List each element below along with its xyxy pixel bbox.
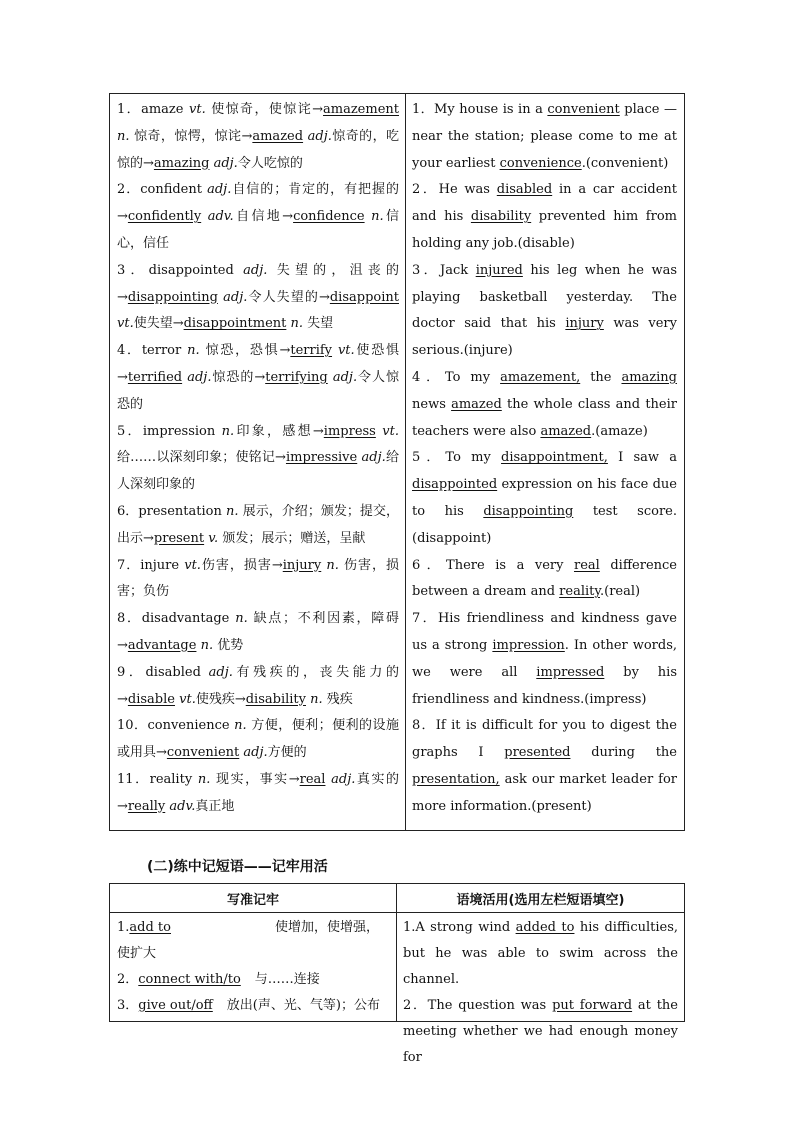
word-family-entry: 4．terror n. 惊恐，恐惧→terrify vt.使恐惧→terrified adj.惊恐的→terrifying adj.令人惊恐的	[117, 343, 399, 412]
word-family-entry: 8．disadvantage n. 缺点；不利因素，障碍→advantage n. 优势	[117, 611, 399, 653]
phrase-item: 2．connect with/to 与……连接	[117, 972, 320, 987]
header-write-remember: 写准记牢	[110, 884, 397, 912]
exercise-sentence: 3．Jack injured his leg when he was playing basketball yesterday. The doctor said that his injury was very serious.(injure)	[412, 262, 678, 359]
word-family-column	[110, 94, 406, 830]
exercise-sentence: 4．To my amazement, the amazing news amazed the whole class and their teachers were also amazed.(amaze)	[412, 369, 677, 439]
word-family-entry: 3．disappointed adj. 失望的，沮丧的→disappointing adj.令人失望的→disappoint vt.使失望→disappointment n. 失望	[117, 262, 399, 332]
exercise-sentence: 2．He was disabled in a car accident and his disability prevented him from holding any job.(disable)	[412, 182, 677, 251]
word-family-entry: 6．presentation n. 展示，介绍；颁发；提交，出示→present v. 颁发；展示；赠送，呈献	[117, 503, 399, 546]
phrase-table-header	[110, 884, 684, 913]
exercise-sentence: 1．My house is in a convenient place — near the station; please come to me at your earliest convenience.(convenient)	[412, 102, 678, 171]
phrase-table-body	[110, 913, 684, 1065]
exercise-sentence: 6．There is a very real difference between a dream and reality.(real)	[412, 557, 678, 600]
exercise-sentence: 5．To my disappointment, I saw a disappointed expression on his face due to his disappointing test score.(disappoint)	[412, 450, 677, 546]
phrase-exercise-list	[397, 913, 684, 1065]
phrase-exercise-sentence: 2．The question was put forward at the meeting whether we had enough money for	[403, 998, 678, 1065]
word-family-entry: 7．injure vt.伤害，损害→injury n. 伤害，损害；负伤	[117, 557, 399, 600]
phrase-table	[109, 883, 685, 1065]
word-family-entry: 9．disabled adj.有残疾的，丧失能力的→disable vt.使残疾→disability n. 残疾	[117, 664, 399, 707]
phrase-item: 3．give out/off 放出(声、光、气等)；公布	[117, 998, 380, 1013]
section-title: (二)练中记短语——记牢用活	[147, 859, 328, 875]
word-family-entry: 11．reality n. 现实，事实→real adj.真实的→really adv.真正地	[117, 771, 399, 814]
word-family-entry: 2．confident adj.自信的；肯定的，有把握的→confidently adv.自信地→confidence n.信心，信任	[117, 182, 399, 251]
word-family-entry: 10．convenience n. 方便，便利；便利的设施或用具→convenient adj.方便的	[117, 718, 399, 761]
header-context-use: 语境活用(选用左栏短语填空)	[456, 892, 625, 908]
context-exercise-column	[406, 94, 684, 830]
exercise-sentence: 7．His friendliness and kindness gave us a strong impression. In other words, we were all impressed by his friendliness and kindness.(impress)	[412, 611, 677, 707]
phrase-list	[110, 913, 397, 1021]
exercise-sentence: 8．If it is difficult for you to digest the graphs I presented during the presentation, ask our market leader for more information.(present)	[412, 718, 677, 814]
word-family-entry: 5．impression n.印象，感想→impress vt.给……以深刻印象；使铭记→impressive adj.给人深刻印象的	[117, 423, 399, 493]
phrase-item: 1.add to 使增加，使增强，使扩大	[117, 920, 379, 961]
phrase-exercise-sentence: 1.A strong wind added to his difficulties, but he was able to swim across the channel.	[403, 920, 679, 987]
word-family-entry: 1．amaze vt. 使惊奇，使惊诧→amazement n. 惊奇，惊愕，惊诧→amazed adj.惊奇的，吃惊的→amazing adj.令人吃惊的	[117, 102, 399, 171]
vocabulary-table	[109, 93, 685, 831]
